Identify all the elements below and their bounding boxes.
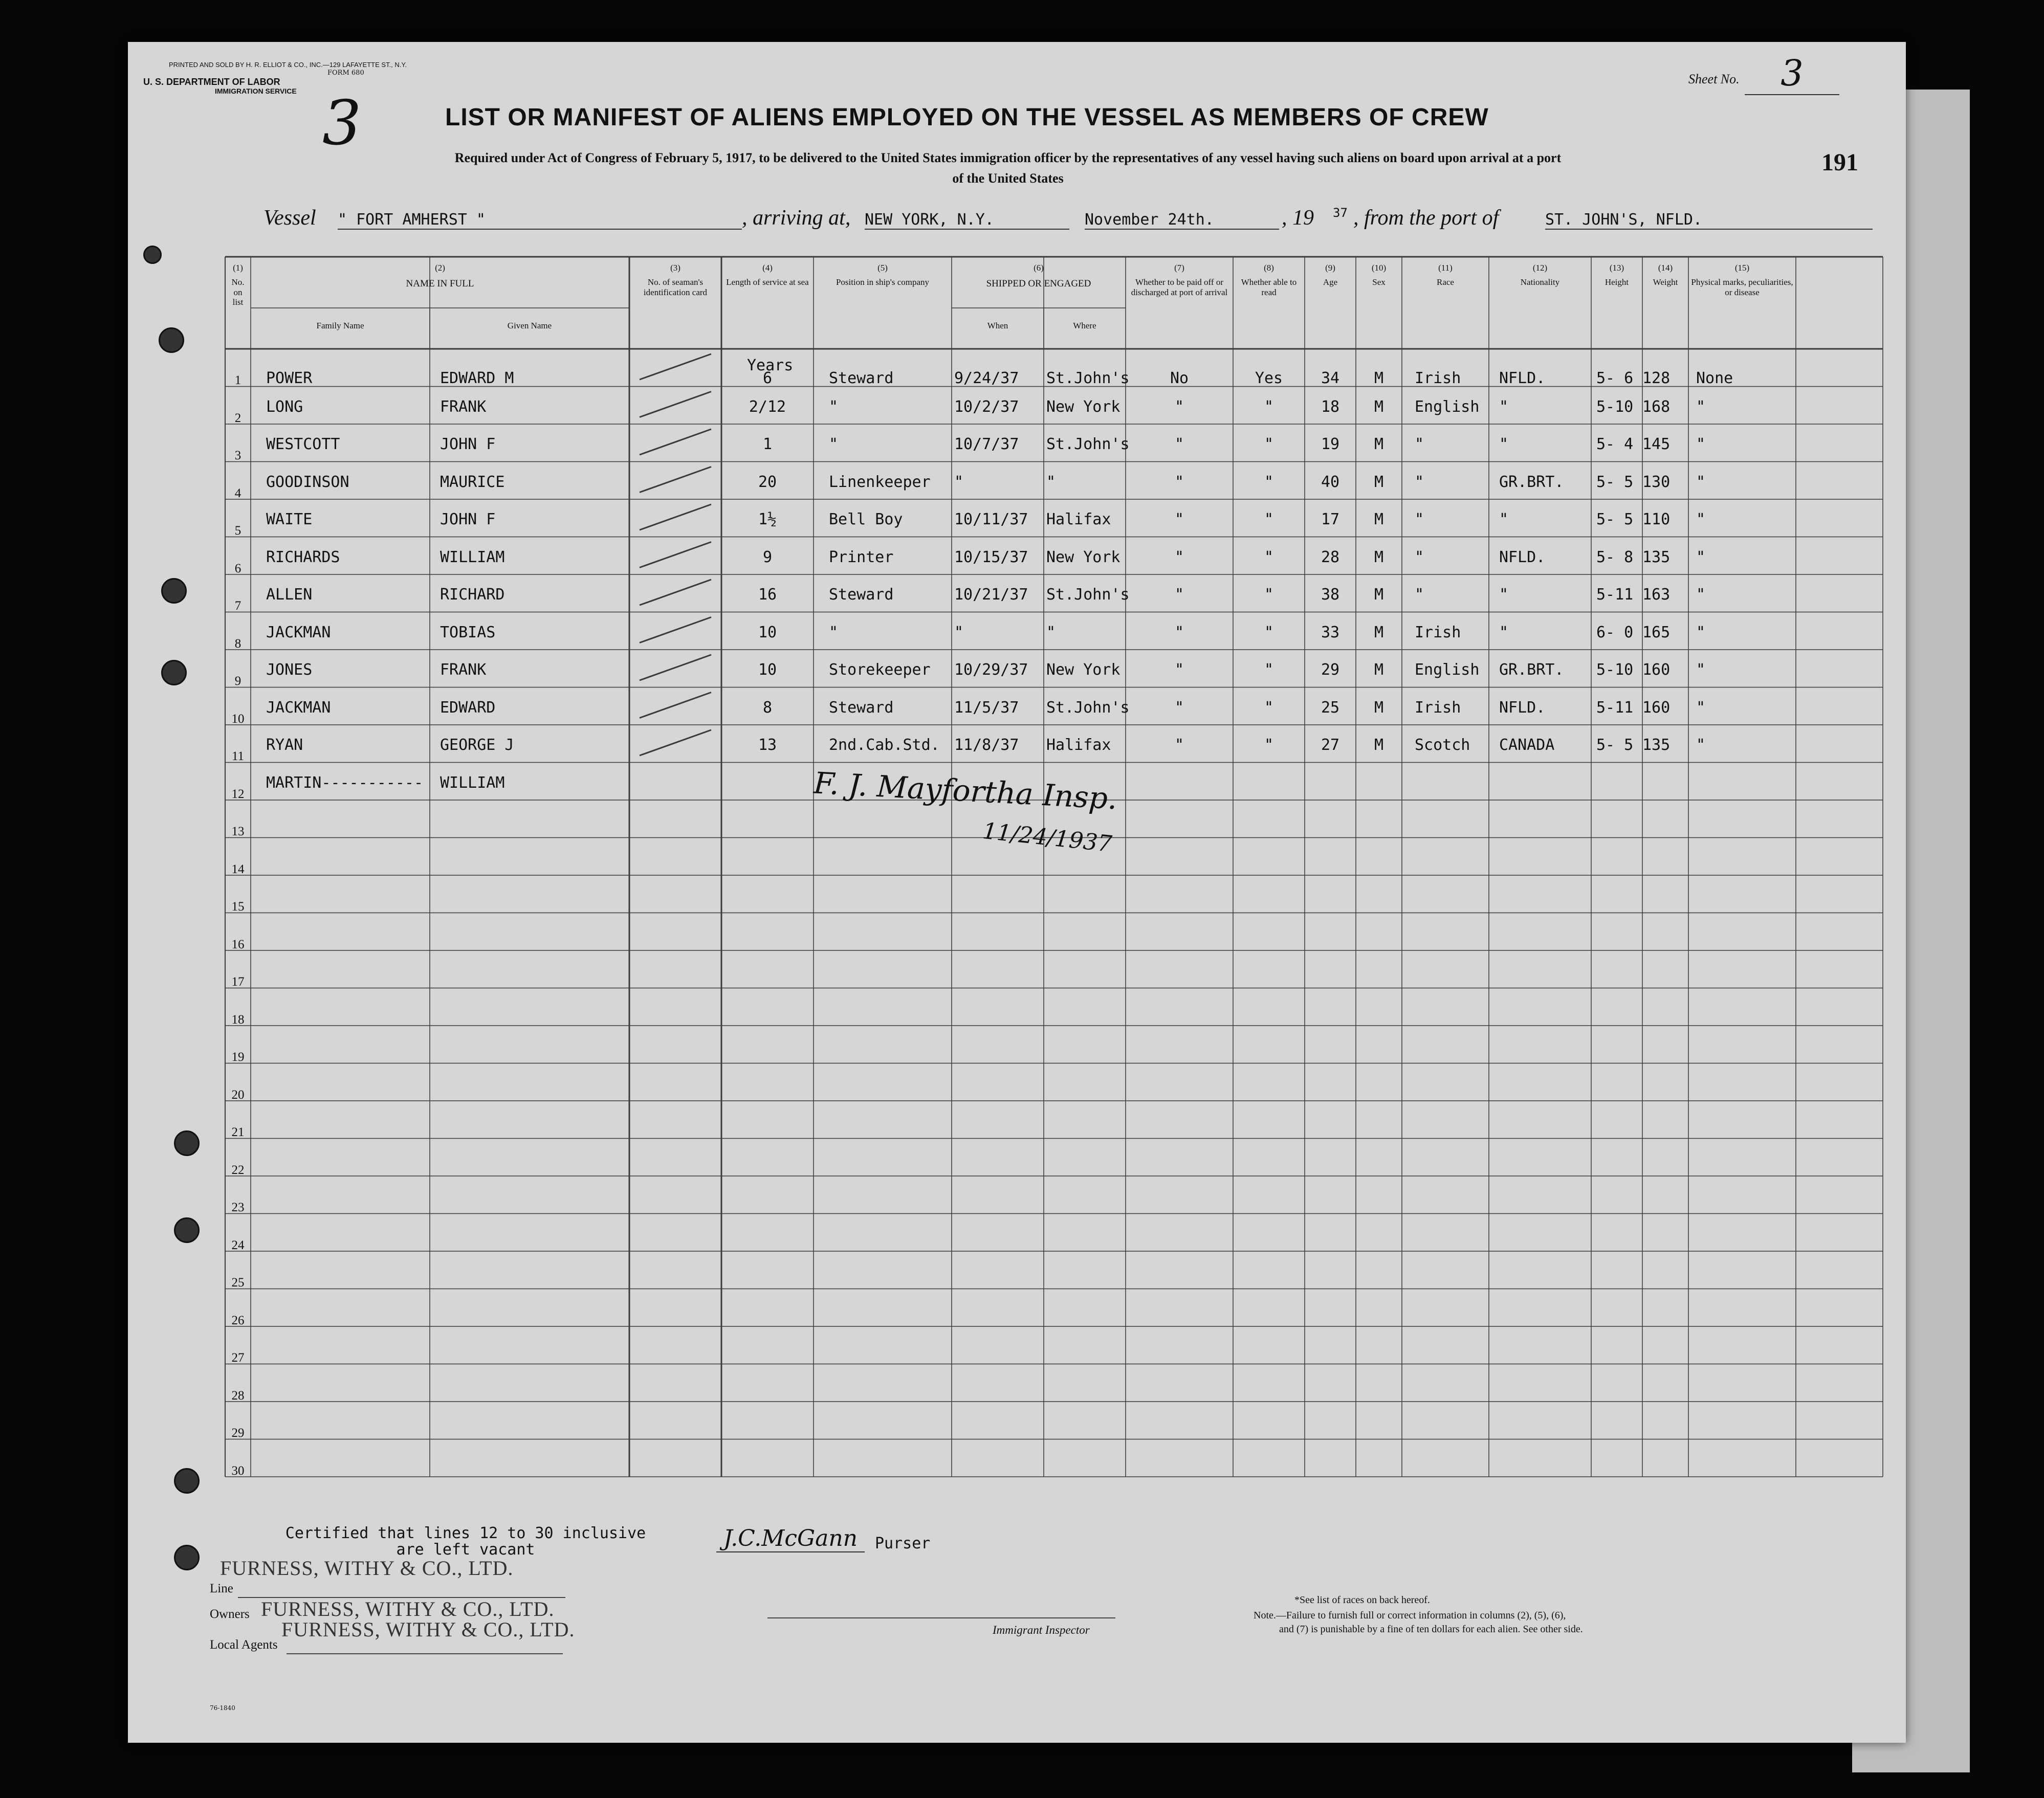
column-number: (12)	[1532, 263, 1548, 273]
card-check-mark	[640, 730, 711, 756]
cell-height: 5-11	[1596, 586, 1634, 604]
cell-age: 25	[1321, 698, 1340, 717]
column-header: Physical marks, peculiarities, or disease	[1691, 277, 1793, 297]
row-number: 24	[231, 1238, 245, 1252]
inspector-label: Immigrant Inspector	[993, 1624, 1090, 1636]
cell-position: Storekeeper	[829, 661, 931, 679]
column-header: No. on list	[231, 277, 245, 307]
punch-hole	[143, 246, 162, 264]
cell-paid: "	[1174, 510, 1184, 528]
inspector-line	[767, 1617, 1115, 1618]
card-check-mark	[640, 504, 711, 530]
cell-race: "	[1415, 586, 1424, 604]
cell-given: FRANK	[440, 397, 487, 416]
cell-family: WESTCOTT	[266, 435, 340, 453]
cell-nationality: NFLD.	[1499, 698, 1546, 717]
arriving-port: NEW YORK, N.Y.	[865, 211, 1069, 230]
card-check-mark	[640, 392, 711, 417]
row-number: 10	[231, 712, 245, 726]
cell-given: JOHN F	[440, 510, 496, 528]
manifest-table-grid	[128, 42, 1906, 1743]
cell-height: 5- 5	[1596, 510, 1634, 528]
cell-race: Irish	[1415, 698, 1461, 717]
purser-label: Purser	[875, 1535, 931, 1552]
punch-hole	[161, 578, 187, 604]
cell-paid: "	[1174, 397, 1184, 416]
cell-position: Linenkeeper	[829, 473, 931, 491]
punch-hole	[174, 1545, 200, 1570]
cell-paid: No	[1170, 369, 1189, 387]
cell-read: "	[1264, 661, 1274, 679]
column-subheader: Given Name	[507, 321, 552, 330]
row-number: 22	[231, 1163, 245, 1177]
manifest-sheet	[128, 42, 1906, 1743]
form-code: 76-1840	[210, 1704, 235, 1712]
cell-when: "	[954, 473, 964, 491]
row-number: 17	[231, 975, 245, 989]
cell-position: "	[829, 623, 839, 641]
cell-where: "	[1046, 473, 1056, 491]
column-header: Whether to be paid off or discharged at port of arrival	[1131, 277, 1228, 297]
cell-where: Halifax	[1046, 736, 1111, 754]
card-check-mark	[640, 617, 711, 643]
cell-service: 8	[762, 698, 773, 717]
row-number: 6	[234, 561, 241, 575]
cell-service: 2/12	[749, 397, 786, 416]
arrival-date: November 24th.	[1085, 211, 1279, 230]
cell-position: Bell Boy	[829, 510, 903, 528]
cell-age: 27	[1321, 736, 1340, 754]
cell-where: St.John's	[1046, 369, 1130, 387]
cell-where: St.John's	[1046, 586, 1130, 604]
cell-position: 2nd.Cab.Std.	[829, 736, 940, 754]
cell-family: RICHARDS	[266, 548, 340, 566]
cell-age: 17	[1321, 510, 1340, 528]
cell-service: 1	[762, 435, 773, 453]
subtitle-line2: of the United States	[952, 171, 1064, 186]
row-number: 19	[231, 1050, 245, 1064]
cell-when: 9/24/37	[954, 369, 1019, 387]
years-unit-label: Years	[747, 357, 794, 374]
cell-read: "	[1264, 510, 1274, 528]
subtitle-line1: Required under Act of Congress of February 5, 1917, to be delivered to the United States immigration officer by the representatives of any vessel having such aliens on board upon arrival at a port	[454, 150, 1562, 165]
from-port: ST. JOHN'S, NFLD.	[1545, 211, 1873, 230]
cell-when: 11/5/37	[954, 698, 1019, 717]
cell-read: "	[1264, 698, 1274, 717]
cell-height: 5- 4	[1596, 435, 1634, 453]
column-header: Height	[1605, 277, 1629, 287]
row-number: 30	[231, 1463, 245, 1478]
cell-family: RYAN	[266, 736, 303, 754]
cell-nationality: NFLD.	[1499, 369, 1546, 387]
cell-position: Printer	[829, 548, 894, 566]
cell-nationality: GR.BRT.	[1499, 661, 1564, 679]
row-number: 14	[231, 862, 245, 876]
cell-sex: M	[1374, 473, 1384, 491]
cell-service: 16	[758, 586, 777, 604]
cell-height: 5- 8	[1596, 548, 1634, 566]
punch-hole	[174, 1217, 200, 1243]
cell-sex: M	[1374, 435, 1384, 453]
cell-sex: M	[1374, 698, 1384, 717]
cell-race: English	[1415, 397, 1480, 416]
form-number: FORM 680	[327, 69, 364, 77]
row-number: 7	[234, 599, 241, 613]
cell-age: 18	[1321, 397, 1340, 416]
cell-when: 11/8/37	[954, 736, 1019, 754]
agents-label: Local Agents	[210, 1638, 278, 1652]
cell-sex: M	[1374, 397, 1384, 416]
cell-age: 40	[1321, 473, 1340, 491]
fine-note-1: Note.—Failure to furnish full or correct information in columns (2), (5), (6),	[1254, 1610, 1566, 1621]
department: U. S. DEPARTMENT OF LABOR	[143, 77, 280, 87]
cell-position: "	[829, 435, 839, 453]
column-number: (4)	[762, 263, 773, 273]
card-check-mark	[640, 354, 711, 380]
punch-hole	[174, 1130, 200, 1156]
cell-race: "	[1415, 510, 1424, 528]
column-header: Weight	[1653, 277, 1678, 287]
cell-where: New York	[1046, 548, 1120, 566]
cell-where: "	[1046, 623, 1056, 641]
cell-family: JACKMAN	[266, 623, 331, 641]
column-subheader: Where	[1073, 321, 1096, 330]
cell-given: EDWARD	[440, 698, 496, 717]
cell-when: 10/15/37	[954, 548, 1028, 566]
column-number: (13)	[1609, 263, 1624, 273]
row-number: 27	[231, 1351, 245, 1365]
punch-hole	[161, 660, 187, 685]
column-header: No. of seaman's identification card	[643, 277, 708, 297]
cell-family: GOODINSON	[266, 473, 349, 491]
cell-given: TOBIAS	[440, 623, 496, 641]
line-label: Line	[210, 1582, 233, 1595]
column-number: (5)	[877, 263, 888, 273]
cell-given: JOHN F	[440, 435, 496, 453]
row-number: 16	[231, 937, 245, 951]
row-number: 21	[231, 1125, 245, 1139]
cell-family: LONG	[266, 397, 303, 416]
inspector-signature: F. J. Mayfortha Insp.	[812, 765, 1118, 816]
cell-sex: M	[1374, 661, 1384, 679]
year-suffix: 37	[1333, 206, 1348, 220]
cell-height: 5- 5	[1596, 736, 1634, 754]
punch-hole	[159, 327, 184, 353]
cell-sex: M	[1374, 510, 1384, 528]
cell-race: Irish	[1415, 623, 1461, 641]
sheet-label: Sheet No.	[1688, 72, 1740, 86]
year-prefix: , 19	[1282, 206, 1314, 230]
cell-paid: "	[1174, 548, 1184, 566]
cell-marks: "	[1696, 397, 1706, 416]
cell-given: WILLIAM	[440, 773, 505, 792]
cell-weight: 160	[1642, 698, 1671, 717]
column-number: (8)	[1264, 263, 1274, 273]
cell-paid: "	[1174, 435, 1184, 453]
cell-family: JACKMAN	[266, 698, 331, 717]
cell-family: POWER	[266, 369, 313, 387]
cell-where: New York	[1046, 661, 1120, 679]
cell-marks: "	[1696, 623, 1706, 641]
cell-nationality: "	[1499, 397, 1509, 416]
cell-nationality: "	[1499, 510, 1509, 528]
card-check-mark	[640, 580, 711, 605]
cell-nationality: "	[1499, 435, 1509, 453]
cell-read: "	[1264, 623, 1274, 641]
agents-stamp: FURNESS, WITHY & CO., LTD.	[281, 1618, 575, 1641]
cell-marks: "	[1696, 661, 1706, 679]
cell-weight: 163	[1642, 586, 1671, 604]
column-number: (14)	[1658, 263, 1673, 273]
cell-weight: 160	[1642, 661, 1671, 679]
sheet-number: 3	[1745, 52, 1839, 95]
cell-marks: "	[1696, 698, 1706, 717]
card-check-mark	[640, 542, 711, 568]
cell-height: 5-10	[1596, 397, 1634, 416]
cell-service: 6	[762, 369, 773, 387]
cell-height: 5- 6	[1596, 369, 1634, 387]
cell-family: ALLEN	[266, 586, 313, 604]
row-number: 11	[231, 749, 245, 763]
column-number: (6)	[1034, 263, 1044, 273]
cell-paid: "	[1174, 473, 1184, 491]
cell-position: Steward	[829, 586, 894, 604]
column-header: NAME IN FULL	[406, 278, 474, 289]
cell-paid: "	[1174, 736, 1184, 754]
cell-read: "	[1264, 397, 1274, 416]
agents-underline	[287, 1653, 563, 1654]
cell-where: St.John's	[1046, 435, 1130, 453]
cell-read: "	[1264, 473, 1274, 491]
cell-weight: 135	[1642, 548, 1671, 566]
cell-read: "	[1264, 586, 1274, 604]
cell-sex: M	[1374, 736, 1384, 754]
certification-text: Certified that lines 12 to 30 inclusive are left vacant	[285, 1524, 646, 1559]
cell-height: 6- 0	[1596, 623, 1634, 641]
row-number: 13	[231, 825, 245, 838]
cell-paid: "	[1174, 623, 1184, 641]
cell-race: "	[1415, 473, 1424, 491]
cell-marks: "	[1696, 736, 1706, 754]
arriving-label: , arriving at,	[742, 206, 851, 230]
cell-weight: 110	[1642, 510, 1671, 528]
column-number: (9)	[1325, 263, 1335, 273]
cell-race: "	[1415, 435, 1424, 453]
cell-age: 29	[1321, 661, 1340, 679]
card-check-mark	[640, 693, 711, 718]
cell-race: Scotch	[1415, 736, 1470, 754]
cell-paid: "	[1174, 698, 1184, 717]
cell-nationality: NFLD.	[1499, 548, 1546, 566]
punch-hole	[174, 1468, 200, 1494]
row-number: 28	[231, 1388, 245, 1403]
cell-when: 10/2/37	[954, 397, 1019, 416]
cell-age: 33	[1321, 623, 1340, 641]
row-number: 2	[234, 411, 241, 425]
cell-when: 10/21/37	[954, 586, 1028, 604]
document-title: LIST OR MANIFEST OF ALIENS EMPLOYED ON THE VESSEL AS MEMBERS OF CREW	[445, 104, 1489, 131]
cell-read: "	[1264, 736, 1274, 754]
column-number: (10)	[1371, 263, 1387, 273]
cell-weight: 165	[1642, 623, 1671, 641]
purser-signature: J.C.McGann	[716, 1525, 865, 1552]
row-number: 20	[231, 1087, 245, 1102]
owners-label: Owners	[210, 1607, 250, 1621]
column-header: Length of service at sea	[726, 277, 809, 287]
row-number: 3	[234, 449, 241, 462]
cell-given: FRANK	[440, 661, 487, 679]
cell-given: EDWARD M	[440, 369, 514, 387]
cell-height: 5-10	[1596, 661, 1634, 679]
cell-age: 28	[1321, 548, 1340, 566]
cell-paid: "	[1174, 586, 1184, 604]
cell-sex: M	[1374, 548, 1384, 566]
row-number: 1	[234, 373, 241, 387]
row-number: 29	[231, 1426, 245, 1440]
cell-weight: 135	[1642, 736, 1671, 754]
service: IMMIGRATION SERVICE	[215, 87, 297, 95]
from-label: , from the port of	[1353, 206, 1499, 230]
card-check-mark	[640, 655, 711, 680]
vessel-name: " FORT AMHERST "	[338, 211, 742, 230]
cell-nationality: "	[1499, 623, 1509, 641]
card-check-mark	[640, 467, 711, 493]
cell-service: 10	[758, 661, 777, 679]
cell-service: 13	[758, 736, 777, 754]
cell-service: 10	[758, 623, 777, 641]
cell-position: Steward	[829, 698, 894, 717]
cell-given: MAURICE	[440, 473, 505, 491]
cell-sex: M	[1374, 586, 1384, 604]
cell-marks: "	[1696, 510, 1706, 528]
row-number: 5	[234, 524, 241, 538]
column-number: (1)	[233, 263, 243, 273]
page-number: 191	[1821, 149, 1858, 176]
column-header: Whether able to read	[1241, 277, 1297, 297]
cell-when: 10/11/37	[954, 510, 1028, 528]
cell-age: 19	[1321, 435, 1340, 453]
cell-nationality: GR.BRT.	[1499, 473, 1564, 491]
vessel-label: Vessel	[263, 206, 316, 230]
cell-race: English	[1415, 661, 1480, 679]
cell-weight: 168	[1642, 397, 1671, 416]
cell-marks: None	[1696, 369, 1733, 387]
row-number: 15	[231, 900, 245, 914]
row-number: 26	[231, 1313, 245, 1327]
inspector-date: 11/24/1937	[981, 817, 1113, 858]
cell-when: "	[954, 623, 964, 641]
printer-line: PRINTED AND SOLD BY H. R. ELLIOT & CO., INC.—129 LAFAYETTE ST., N.Y.	[169, 61, 407, 69]
column-header: Nationality	[1520, 277, 1560, 287]
cell-when: 10/7/37	[954, 435, 1019, 453]
cell-family: WAITE	[266, 510, 313, 528]
cell-service: 1½	[758, 510, 777, 528]
cell-position: "	[829, 397, 839, 416]
column-header: Race	[1437, 277, 1454, 287]
column-number: (2)	[435, 263, 445, 273]
cell-read: Yes	[1255, 369, 1283, 387]
cell-given: RICHARD	[440, 586, 505, 604]
column-header: Sex	[1372, 277, 1386, 287]
cell-marks: "	[1696, 586, 1706, 604]
cell-family: MARTIN-----------	[266, 773, 424, 792]
cell-where: New York	[1046, 397, 1120, 416]
cell-weight: 145	[1642, 435, 1671, 453]
column-header: SHIPPED OR ENGAGED	[986, 278, 1091, 289]
cell-when: 10/29/37	[954, 661, 1028, 679]
cell-where: St.John's	[1046, 698, 1130, 717]
column-header: Age	[1323, 277, 1338, 287]
row-number: 23	[231, 1201, 245, 1214]
cell-height: 5- 5	[1596, 473, 1634, 491]
cell-family: JONES	[266, 661, 313, 679]
cell-marks: "	[1696, 435, 1706, 453]
cell-paid: "	[1174, 661, 1184, 679]
row-number: 4	[234, 486, 241, 500]
cell-weight: 128	[1642, 369, 1671, 387]
cell-read: "	[1264, 435, 1274, 453]
column-header: Position in ship's company	[836, 277, 930, 287]
handwritten-sheet-mark: 3	[322, 88, 362, 159]
row-number: 18	[231, 1012, 245, 1027]
cell-sex: M	[1374, 623, 1384, 641]
fine-note-2: and (7) is punishable by a fine of ten dollars for each alien. See other side.	[1279, 1624, 1583, 1635]
races-note: *See list of races on back hereof.	[1294, 1594, 1430, 1606]
cell-age: 38	[1321, 586, 1340, 604]
column-number: (7)	[1174, 263, 1184, 273]
cell-race: Irish	[1415, 369, 1461, 387]
owners-stamp: FURNESS, WITHY & CO., LTD.	[261, 1597, 555, 1621]
row-number: 25	[231, 1276, 245, 1290]
column-number: (11)	[1438, 263, 1453, 273]
cell-height: 5-11	[1596, 698, 1634, 717]
column-number: (15)	[1734, 263, 1750, 273]
cell-nationality: CANADA	[1499, 736, 1555, 754]
cell-age: 34	[1321, 369, 1340, 387]
cell-marks: "	[1696, 548, 1706, 566]
cell-marks: "	[1696, 473, 1706, 491]
cell-given: WILLIAM	[440, 548, 505, 566]
row-number: 12	[231, 787, 245, 801]
card-check-mark	[640, 429, 711, 455]
cell-service: 9	[762, 548, 773, 566]
column-number: (3)	[670, 263, 680, 273]
cell-given: GEORGE J	[440, 736, 514, 754]
cell-race: "	[1415, 548, 1424, 566]
cell-service: 20	[758, 473, 777, 491]
column-subheader: Family Name	[316, 321, 364, 330]
cell-position: Steward	[829, 369, 894, 387]
column-subheader: When	[987, 321, 1008, 330]
cell-weight: 130	[1642, 473, 1671, 491]
line-stamp: FURNESS, WITHY & CO., LTD.	[220, 1557, 514, 1580]
cell-nationality: "	[1499, 586, 1509, 604]
row-number: 8	[234, 636, 241, 651]
row-number: 9	[234, 674, 241, 688]
cell-read: "	[1264, 548, 1274, 566]
cell-sex: M	[1374, 369, 1384, 387]
cell-where: Halifax	[1046, 510, 1111, 528]
